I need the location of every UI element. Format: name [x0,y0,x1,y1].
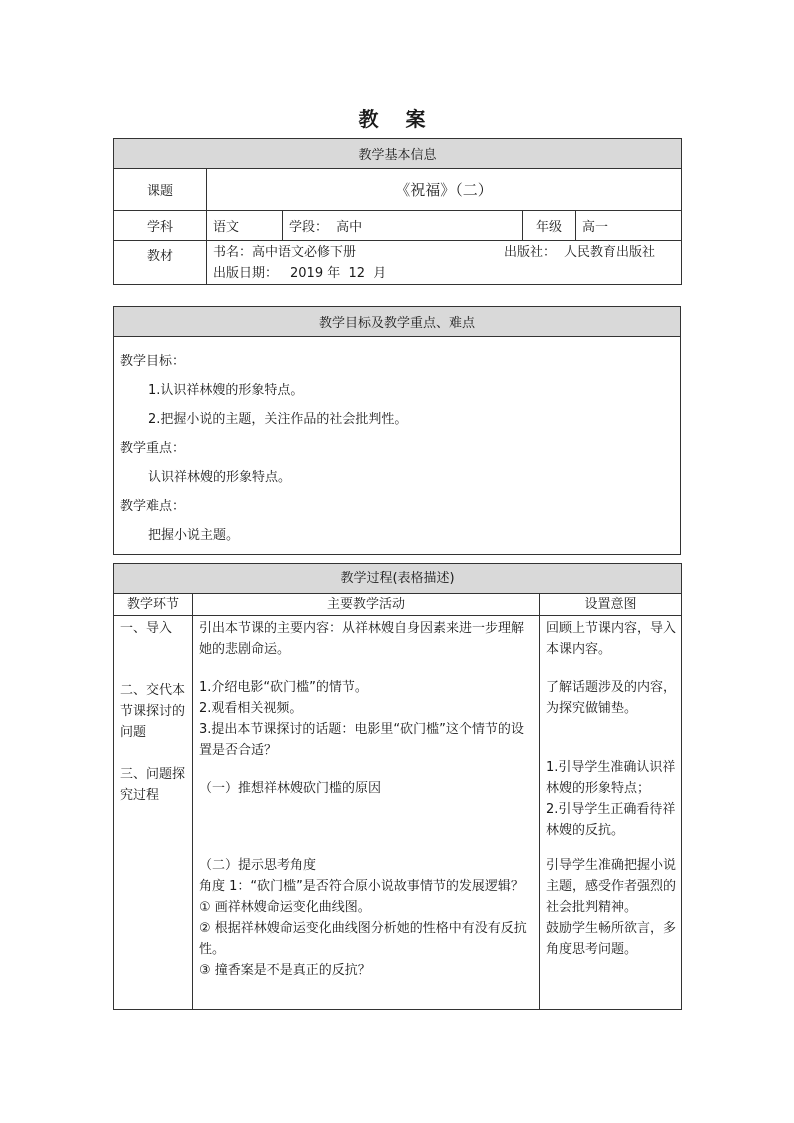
intent-text: 引导学生准确把握小说主题，感受作者强烈的社会批判精神。 [546,858,677,915]
material-cell [207,241,682,285]
book-label: 书名： [213,244,253,260]
intent-text: 了解话题涉及的内容，为探究做铺垫。 [546,680,677,716]
objective-item: 1.认识祥林嫂的形象特点。 [148,383,304,398]
basic-info-header: 教学基本信息 [114,139,682,169]
objectives-label: 教学目标： [120,354,186,369]
subject-label: 学科 [114,211,207,241]
process-header: 教学过程(表格描述) [114,564,682,594]
intent-text: 1.引导学生准确认识祥林嫂的形象特点； [546,760,676,796]
intent-text: 回顾上节课内容，导入本课内容。 [546,621,677,657]
date-value: 2019 年 12 月 [290,265,387,281]
step-column [114,616,193,1010]
goals-content [114,337,681,555]
activity-text: ① 画祥林嫂命运变化曲线图。 [199,900,371,915]
activity-text: 角度 1：“砍门槛”是否符合原小说故事情节的发展逻辑？ [199,879,524,894]
stage-label: 学段： [289,220,329,235]
activity-text: （二）提示思考角度 [199,858,317,873]
activity-text: 1.介绍电影“砍门槛”的情节。 [199,680,368,695]
activity-text: ② 根据祥林嫂命运变化曲线图分析她的性格中有没有反抗性。 [199,921,527,957]
activity-column [193,616,540,1010]
intent-text: 2.引导学生正确看待祥林嫂的反抗。 [546,802,676,838]
document-title: 教 案 [358,107,436,131]
stage-value: 高中 [336,220,363,235]
step-item: 二、交代本节课探讨的问题 [120,683,186,740]
stage-cell [283,211,523,241]
date-label: 出版日期： [213,265,279,281]
intent-column [540,616,682,1010]
goals-table [113,306,681,555]
topic-value: 《祝福》（二） [207,169,682,211]
focus-label: 教学重点： [120,441,186,456]
grade-label: 年级 [523,211,576,241]
activity-text: 2.观看相关视频。 [199,701,303,716]
publisher-value: 人民教育出版社 [563,244,655,260]
difficulty-label: 教学难点： [120,499,186,514]
publisher-label: 出版社： [503,244,556,260]
material-label: 教材 [114,241,207,285]
goals-header: 教学目标及教学重点、难点 [114,307,681,337]
activity-text: ③ 撞香案是不是真正的反抗？ [199,963,371,978]
difficulty-text: 把握小说主题。 [148,528,240,543]
process-table [113,563,682,1010]
col-activity-header: 主要教学活动 [193,594,540,616]
col-step-header: 教学环节 [114,594,193,616]
intent-text: 鼓励学生畅所欲言，多角度思考问题。 [546,921,677,957]
grade-value: 高一 [576,211,682,241]
subject-value: 语文 [207,211,283,241]
activity-text: 引出本节课的主要内容：从祥林嫂自身因素来进一步理解她的悲剧命运。 [199,621,525,657]
step-item: 三、问题探究过程 [120,767,186,803]
activity-text: （一）推想祥林嫂砍门槛的原因 [199,781,382,796]
book-value: 高中语文必修下册 [252,244,357,260]
objective-item: 2.把握小说的主题，关注作品的社会批判性。 [148,412,408,427]
topic-label: 课题 [114,169,207,211]
focus-text: 认识祥林嫂的形象特点。 [148,470,292,485]
basic-info-table [113,138,682,285]
step-item: 一、导入 [120,621,173,636]
col-intent-header: 设置意图 [540,594,682,616]
activity-text: 3.提出本节课探讨的话题：电影里“砍门槛”这个情节的设置是否合适？ [199,722,524,758]
